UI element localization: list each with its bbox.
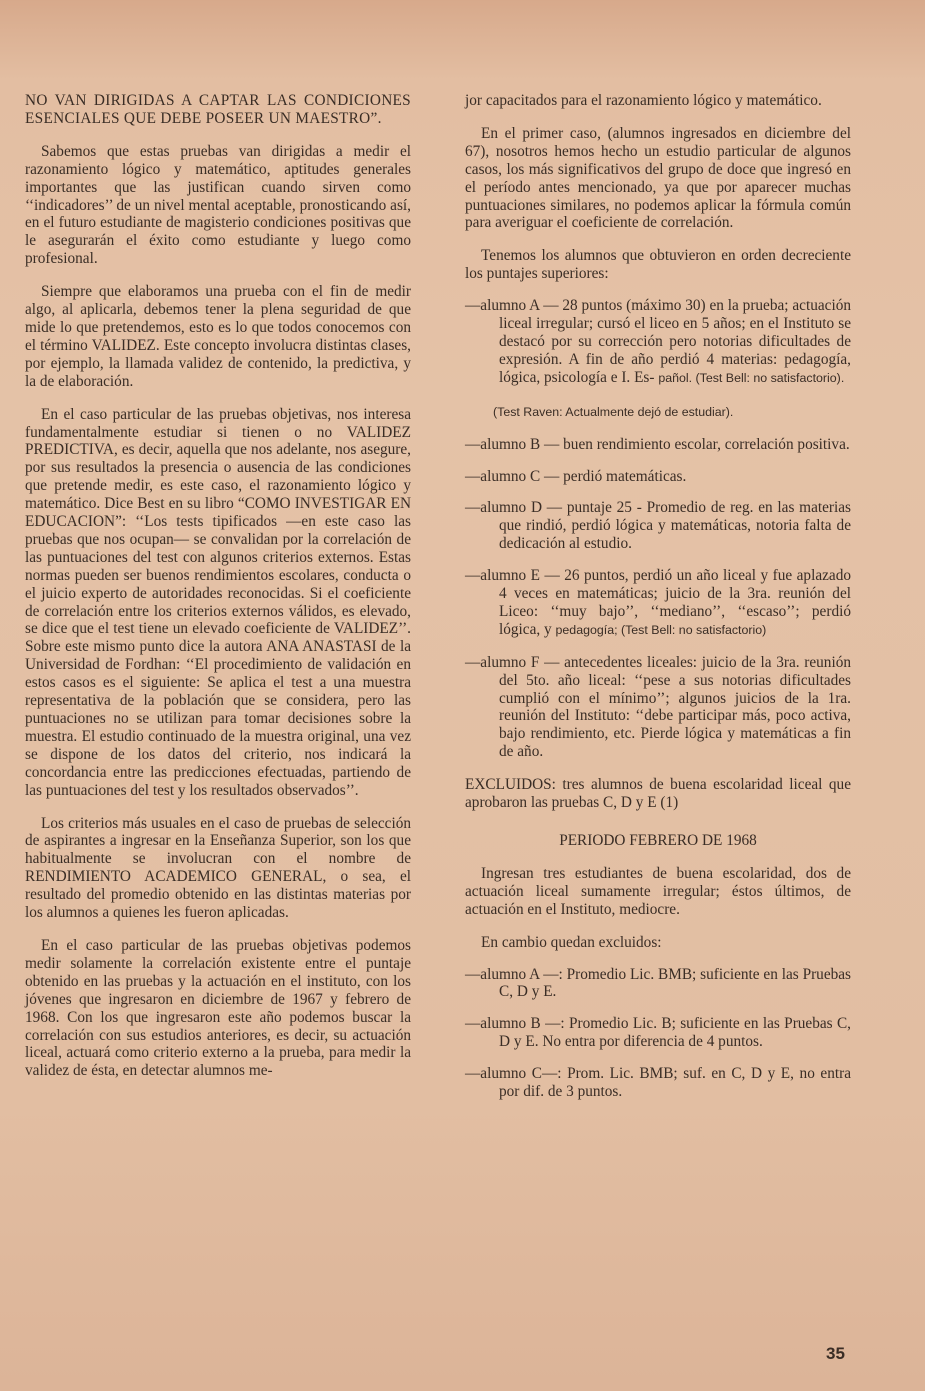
list-item-feb-alumno-c: —alumno C—: Prom. Lic. BMB; suf. en C, D y E, no entra por dif. de 3 puntos.: [465, 1065, 851, 1101]
list-item-text: —alumno A — 28 puntos (máximo 30) en la prueba; actuación liceal irregular; cursó el liceo en 5 años; en el Instituto se destacó por su corrección pero notorias dificultades de expresión. A fin de año perdió 4 materias: pedagogía, lógica, psicología e I. Es-: [465, 297, 851, 386]
left-column: [25, 92, 411, 1080]
list-item-feb-alumno-a: —alumno A —: Promedio Lic. BMB; suficiente en las Pruebas C, D y E.: [465, 965, 851, 1001]
list-item-feb-alumno-b: —alumno B —: Promedio Lic. B; suficiente en las Pruebas C, D y E. No entra por diferencia de 4 puntos.: [465, 1015, 851, 1051]
right-paragraph-3: Tenemos los alumnos que obtuvieron en orden decreciente los puntajes superiores:: [465, 247, 851, 283]
list-item-alumno-f: —alumno F — antecedentes liceales: juicio de la 3ra. reunión del 5to. año liceal: ‘‘pese a sus notorias dificultades cumplió con el mínimo’’; algunos juicios de la 1ra. reunión del Instituto: ‘‘debe participar más, poco activa, bajo rendimiento, etc. Pierde lógica y matemáticas a fin de año.: [465, 653, 851, 761]
left-paragraph-3: Siempre que elaboramos una prueba con el fin de medir algo, al aplicarla, debemos tener la plena seguridad de que mide lo que pretendemos, esto es lo que todos conocemos con el término VALIDEZ. Este concepto involucra distintas clases, por ejemplo, la llamada validez de contenido, la predictiva, y la de elaboración.: [25, 283, 411, 390]
left-paragraph-5: Los criterios más usuales en el caso de pruebas de selección de aspirantes a ingresar en la Enseñanza Superior, son los que habitualmente se involucran con el nombre de RENDIMIENTO ACADEMICO GENERAL, o sea, el resultado del promedio obtenido en las distintas materias por los alumnos a quienes les fueron aplicadas.: [25, 814, 411, 922]
list-item-alumno-a: [465, 297, 851, 388]
list-item-text: —alumno E — 26 puntos, perdió un año liceal y fue aplazado 4 veces en matemáticas; juicio de la 3ra. reunión del Liceo: ‘‘muy bajo’’, ‘‘mediano’’, ‘‘escaso’’; perdió lógica, y: [465, 567, 851, 638]
left-paragraph-1: NO VAN DIRIGIDAS A CAPTAR LAS CONDICIONES ESENCIALES QUE DEBE POSEER UN MAESTRO”.: [25, 92, 411, 127]
left-paragraph-2: Sabemos que estas pruebas van dirigidas a medir el razonamiento lógico y matemático, aptitudes generales importantes que las justifican cuando sirven como ‘‘indicadores’’ de un nivel mental aceptable, pronosticando así, en el futuro estudiante de magisterio condiciones positivas que le asegurarán el éxito como estudiante y luego como profesional.: [25, 142, 411, 268]
page-number: 35: [826, 1344, 845, 1363]
right-column: [465, 92, 851, 1101]
right-paragraph-1: jor capacitados para el razonamiento lógico y matemático.: [465, 92, 822, 109]
list-item-alumno-e: [465, 567, 851, 640]
left-paragraph-4: En el caso particular de las pruebas objetivas, nos interesa fundamentalmente estudiar si tienen o no VALIDEZ PREDICTIVA, es decir, aquella que nos adelante, nos asegure, por sus resultados la presencia o ausencia de las condiciones que pretende medir, es este caso, el razonamiento lógico y matemático. Dice Best en su libro “COMO INVESTIGAR EN EDUCACION”: ‘‘Los tests tipificados —en este caso las pruebas que nos ocupan— se convalidan por la correlación de las puntuaciones del test con algunos criterios externos. Estas normas pueden ser buenos rendimientos escolares, conducta o el juicio experto de autoridades reconocidas. Si el coeficiente de correlación entre los criterios externos válidos, es elevado, se dice que el test tiene un elevado coeficiente de VALIDEZ’’. Sobre este mismo punto dice la autora ANA ANASTASI de la Universidad de Fordhan: ‘‘El procedimiento de validación en estos casos es el siguiente: Se aplica el test a una muestra representativa de la población que se considera, pero las puntuaciones no se utilizan para tomar decisiones sobre la muestra. El estudio continuado de la muestra original, una vez se dispone de los datos del criterio, nos indicará la concordancia entre las predicciones efectuadas, partiendo de las puntuaciones del test y los resultados observados’’.: [25, 405, 411, 799]
right-paragraph-5: En cambio quedan excluidos:: [481, 933, 662, 951]
right-paragraph-2: En el primer caso, (alumnos ingresados en diciembre del 67), nosotros hemos hecho un estudio particular de algunos casos, los más significativos del grupo de doce que ingresó en el período antes mencionado, ya que por aparecer muchas puntuaciones similares, no podemos aplicar la fórmula común para averiguar el coeficiente de correlación.: [465, 124, 851, 232]
right-paragraph-4: Ingresan tres estudiantes de buena escolaridad, dos de actuación liceal sumamente irregular; éstos últimos, de actuación en el Instituto, mediocre.: [465, 864, 851, 918]
list-item-alumno-d: —alumno D — puntaje 25 - Promedio de reg. en las materias que rindió, perdió lógica y matemáticas, notoria falta de dedicación al estudio.: [465, 499, 851, 553]
section-title: PERIODO FEBRERO DE 1968: [559, 832, 757, 849]
list-item-note: pañol. (Test Bell: no satisfactorio).: [658, 370, 845, 385]
list-item-alumno-b: —alumno B — buen rendimiento escolar, correlación positiva.: [465, 435, 850, 453]
list-item-alumno-c: —alumno C — perdió matemáticas.: [465, 467, 687, 485]
excluidos-paragraph: EXCLUIDOS: tres alumnos de buena escolaridad liceal que aprobaron las pruebas C, D y E (1): [465, 776, 851, 812]
list-item-note: pedagogía; (Test Bell: no satisfactorio): [555, 622, 767, 637]
left-paragraph-6: En el caso particular de las pruebas objetivas podemos medir solamente la correlación existente entre el puntaje obtenido en las pruebas y la actuación en el instituto, con los jóvenes que ingresaron en diciembre de 1967 y febrero de 1968. Con los que ingresaron este año podemos buscar la correlación con sus estudios anteriores, es decir, su actuación liceal, actuará como criterio externo a la prueba, para medir la validez de ésta, en detectar alumnos me-: [25, 936, 411, 1080]
raven-note: (Test Raven: Actualmente dejó de estudiar).: [493, 404, 734, 419]
